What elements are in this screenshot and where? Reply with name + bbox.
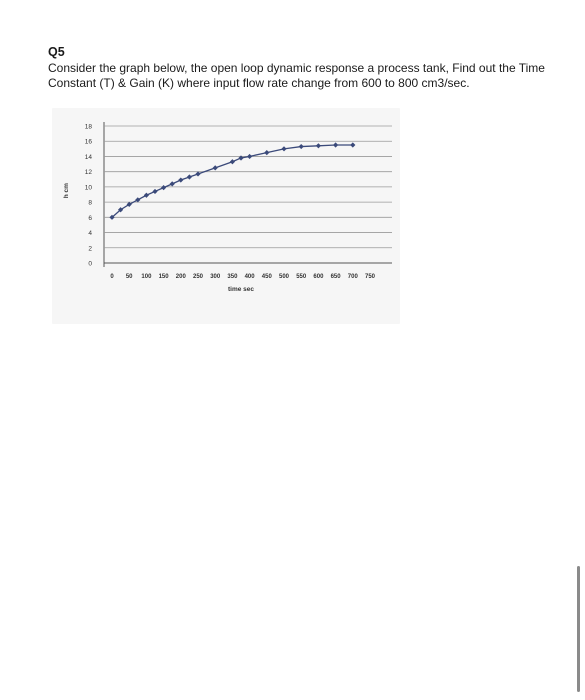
data-point: [213, 165, 218, 170]
x-tick-label: 150: [158, 274, 169, 280]
data-point: [333, 142, 338, 147]
x-tick-label: 250: [192, 274, 204, 280]
y-tick-label: 12: [84, 169, 92, 177]
y-tick-label: 14: [84, 153, 92, 161]
data-point: [187, 174, 192, 179]
x-tick-label: 750: [364, 274, 376, 280]
question-text: Consider the graph below, the open loop dynamic response a process tank, Find out the Time Constant (T) & Gain (K) where input flow rate change from 600 to 800 cm3/sec.: [48, 61, 545, 90]
x-tick-label: 450: [261, 274, 272, 280]
data-point: [230, 159, 235, 164]
y-tick-label: 10: [84, 184, 92, 192]
data-point: [299, 144, 304, 149]
y-tick-label: 0: [88, 260, 92, 268]
data-point: [161, 185, 166, 190]
y-tick-label: 8: [88, 199, 92, 207]
y-tick-label: 6: [88, 214, 92, 222]
data-point: [152, 189, 157, 194]
chart-svg: [52, 108, 400, 324]
data-point: [281, 146, 286, 151]
y-axis-label: h cm: [63, 183, 70, 199]
question-block: [48, 44, 548, 91]
data-point: [178, 177, 183, 182]
x-tick-label: 500: [278, 274, 290, 280]
data-point: [170, 181, 175, 186]
x-tick-label: 50: [125, 274, 133, 280]
y-tick-label: 18: [84, 123, 92, 131]
x-tick-label: 0: [110, 274, 114, 280]
scrollbar[interactable]: [577, 566, 580, 692]
data-point: [135, 197, 140, 202]
x-tick-label: 550: [296, 274, 307, 280]
y-tick-label: 4: [88, 230, 92, 238]
x-tick-label: 650: [330, 274, 341, 280]
response-chart: [52, 108, 400, 324]
x-tick-label: 350: [227, 274, 238, 280]
data-point: [247, 154, 252, 159]
data-point: [316, 143, 321, 148]
x-tick-label: 200: [175, 274, 186, 280]
x-tick-label: 400: [244, 274, 255, 280]
series-line: [112, 145, 353, 217]
y-tick-label: 2: [88, 245, 92, 253]
data-point: [144, 193, 149, 198]
data-point: [195, 171, 200, 176]
x-tick-label: 300: [210, 274, 221, 280]
x-tick-label: 600: [313, 274, 324, 280]
x-axis-label: time sec: [227, 286, 255, 293]
y-tick-label: 16: [84, 138, 92, 146]
data-point: [350, 142, 355, 147]
x-tick-label: 700: [347, 274, 358, 280]
question-number: Q5: [48, 45, 65, 59]
x-tick-label: 100: [141, 274, 152, 280]
data-point: [264, 150, 269, 155]
